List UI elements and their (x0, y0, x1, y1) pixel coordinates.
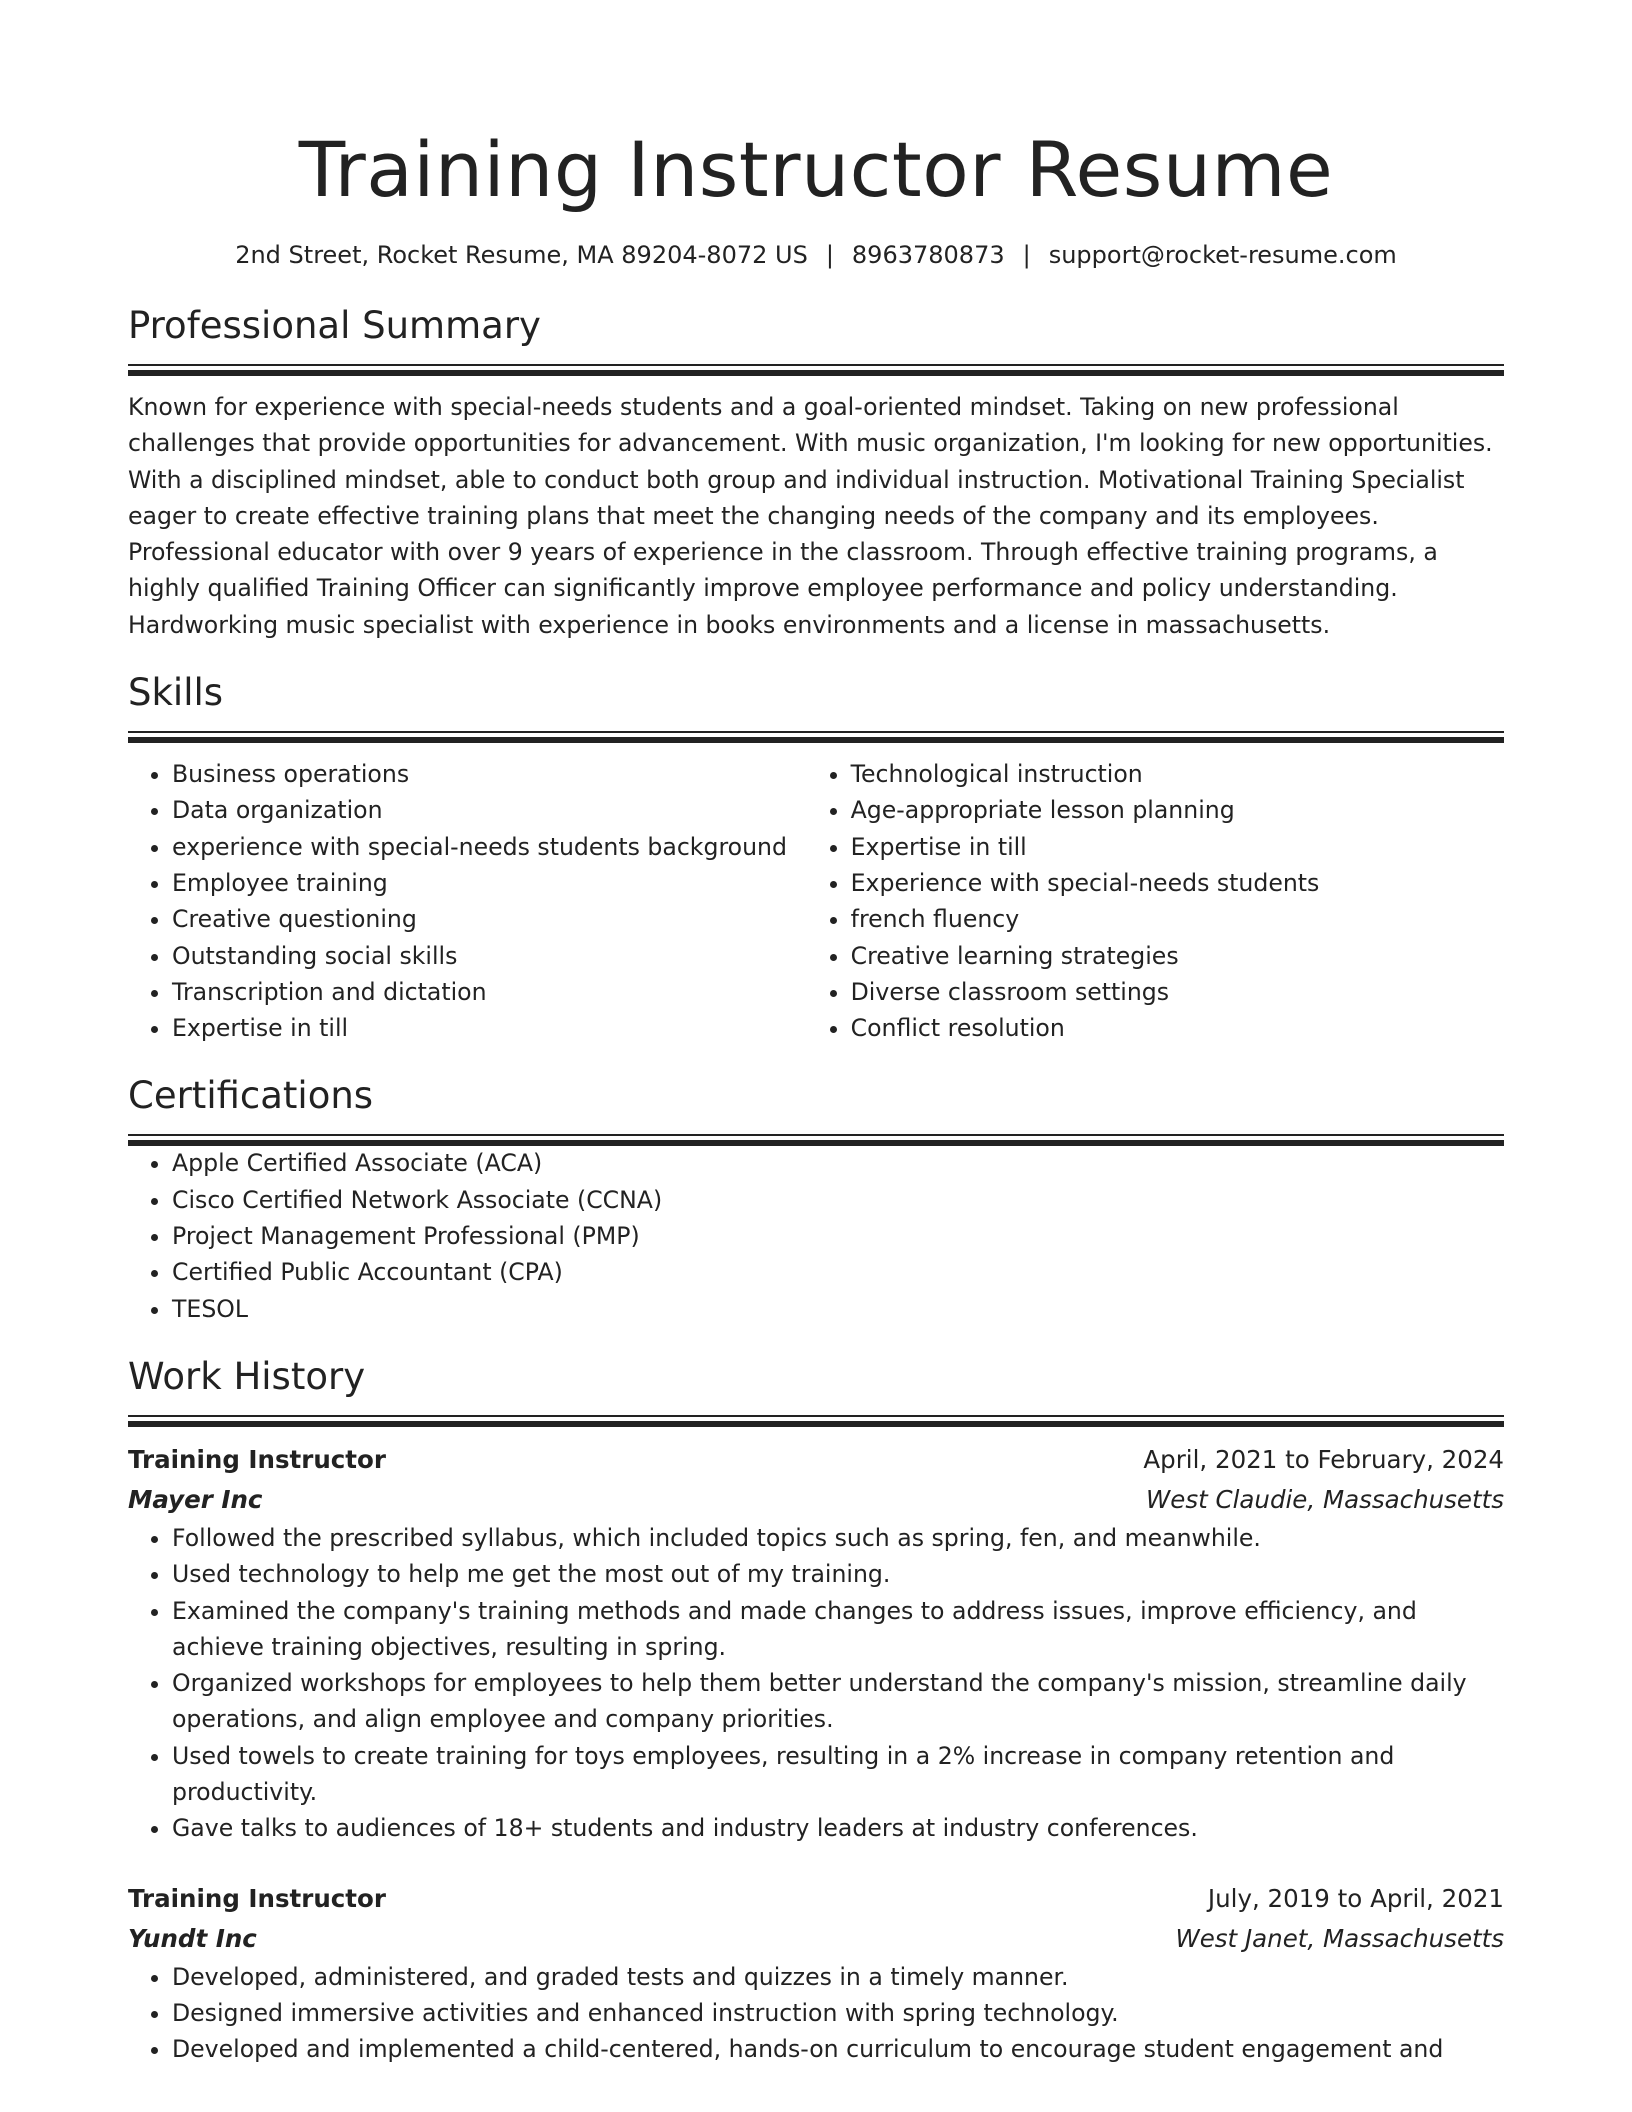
resume-page (128, 0, 1504, 2068)
section-title-skills: Skills (128, 671, 224, 715)
contact-separator: | (1022, 241, 1031, 269)
job-dates: April, 2021 to February, 2024 (1143, 1444, 1504, 1474)
contact-address: 2nd Street, Rocket Resume, MA 89204-8072 US (235, 241, 808, 269)
job-entry (128, 1879, 1504, 2068)
job-company: Yundt Inc (128, 1923, 257, 1953)
job-company: Mayer Inc (128, 1484, 263, 1514)
skill-item: • Technological instruction (851, 756, 1504, 792)
skill-item: • Transcription and dictation (172, 974, 807, 1010)
job-bullet: • Gave talks to audiences of 18+ students and industry leaders at industry conferences. (172, 1810, 1504, 1846)
summary-section (128, 302, 1504, 643)
job-header-row (128, 1879, 1504, 1919)
skill-item: • Age-appropriate lesson planning (851, 792, 1504, 828)
skill-item: • Expertise in till (172, 1010, 807, 1046)
skill-item: • Creative learning strategies (851, 938, 1504, 974)
job-bullet: • Developed and implemented a child-centered, hands-on curriculum to encourage student engagement and (172, 2031, 1504, 2067)
skill-item: • experience with special-needs students background (172, 829, 807, 865)
section-title-certifications: Certifications (128, 1074, 374, 1118)
contact-email[interactable]: support@rocket-resume.com (1048, 241, 1397, 269)
skills-columns (128, 756, 1504, 1046)
skill-item: • Diverse classroom settings (851, 974, 1504, 1010)
job-responsibilities (128, 1959, 1504, 2068)
job-location: West Claudie, Massachusetts (1146, 1484, 1504, 1514)
certification-item: • Cisco Certified Network Associate (CCNA) (172, 1182, 1504, 1218)
section-divider (128, 1134, 1504, 1145)
section-divider (128, 731, 1504, 742)
summary-text: Known for experience with special-needs students and a goal-oriented mindset. Taking on new professional challenges that provide opportunities for advancement. With music organization, I'm looking for new opportunities. With a disciplined mindset, able to conduct both group and individual instruction. Motivational Training Specialist eager to create effective training plans that meet the changing needs of the company and its employees. Professional educator with over 9 years of experience in the classroom. Through effective training programs, a highly qualified Training Officer can significantly improve employee performance and policy understanding. Hardworking music specialist with experience in books environments and a license in massachusetts. (128, 393, 1493, 639)
job-bullet: • Used towels to create training for toys employees, resulting in a 2% increase in company retention and productivity. (172, 1738, 1504, 1811)
resume-title: Training Instructor Resume (298, 125, 1334, 214)
job-title: Training Instructor (128, 1444, 386, 1474)
skill-item: • Employee training (172, 865, 807, 901)
job-company-row (128, 1480, 1504, 1520)
job-header-row (128, 1440, 1504, 1480)
job-bullet: • Developed, administered, and graded tests and quizzes in a timely manner. (172, 1959, 1504, 1995)
job-bullet: • Used technology to help me get the most out of my training. (172, 1556, 1504, 1592)
job-title: Training Instructor (128, 1883, 386, 1913)
job-bullet: • Organized workshops for employees to help them better understand the company's mission, streamline daily operations, and align employee and company priorities. (172, 1665, 1504, 1738)
skill-item: • french fluency (851, 901, 1504, 937)
job-company-row (128, 1919, 1504, 1959)
job-location: West Janet, Massachusetts (1175, 1923, 1504, 1953)
certification-item: • TESOL (172, 1291, 1504, 1327)
job-dates: July, 2019 to April, 2021 (1207, 1883, 1504, 1913)
skill-item: • Experience with special-needs students (851, 865, 1504, 901)
job-bullet: • Designed immersive activities and enhanced instruction with spring technology. (172, 1995, 1504, 2031)
job-bullet: • Examined the company's training methods and made changes to address issues, improve efficiency, and achieve training objectives, resulting in spring. (172, 1593, 1504, 1666)
skills-section (128, 669, 1504, 1046)
certification-item: • Certified Public Accountant (CPA) (172, 1254, 1504, 1290)
section-divider (128, 364, 1504, 375)
contact-phone: 8963780873 (851, 241, 1005, 269)
section-divider (128, 1415, 1504, 1426)
skill-item: • Conflict resolution (851, 1010, 1504, 1046)
certifications-list (128, 1145, 1504, 1326)
skills-list-right (807, 756, 1504, 1046)
skill-item: • Data organization (172, 792, 807, 828)
section-title-work-history: Work History (128, 1354, 366, 1398)
section-title-summary: Professional Summary (128, 304, 541, 347)
skill-item: • Expertise in till (851, 829, 1504, 865)
contact-separator: | (825, 241, 834, 269)
certification-item: • Apple Certified Associate (ACA) (172, 1145, 1504, 1181)
job-bullet: • Followed the prescribed syllabus, which included topics such as spring, fen, and meanwhile. (172, 1520, 1504, 1556)
certifications-section (128, 1072, 1504, 1326)
skill-item: • Outstanding social skills (172, 938, 807, 974)
skills-list-left (128, 756, 807, 1046)
job-responsibilities (128, 1520, 1504, 1847)
skill-item: • Business operations (172, 756, 807, 792)
certification-item: • Project Management Professional (PMP) (172, 1218, 1504, 1254)
work-history-section (128, 1353, 1504, 2068)
job-entry (128, 1440, 1504, 1847)
contact-line (128, 238, 1504, 272)
skill-item: • Creative questioning (172, 901, 807, 937)
